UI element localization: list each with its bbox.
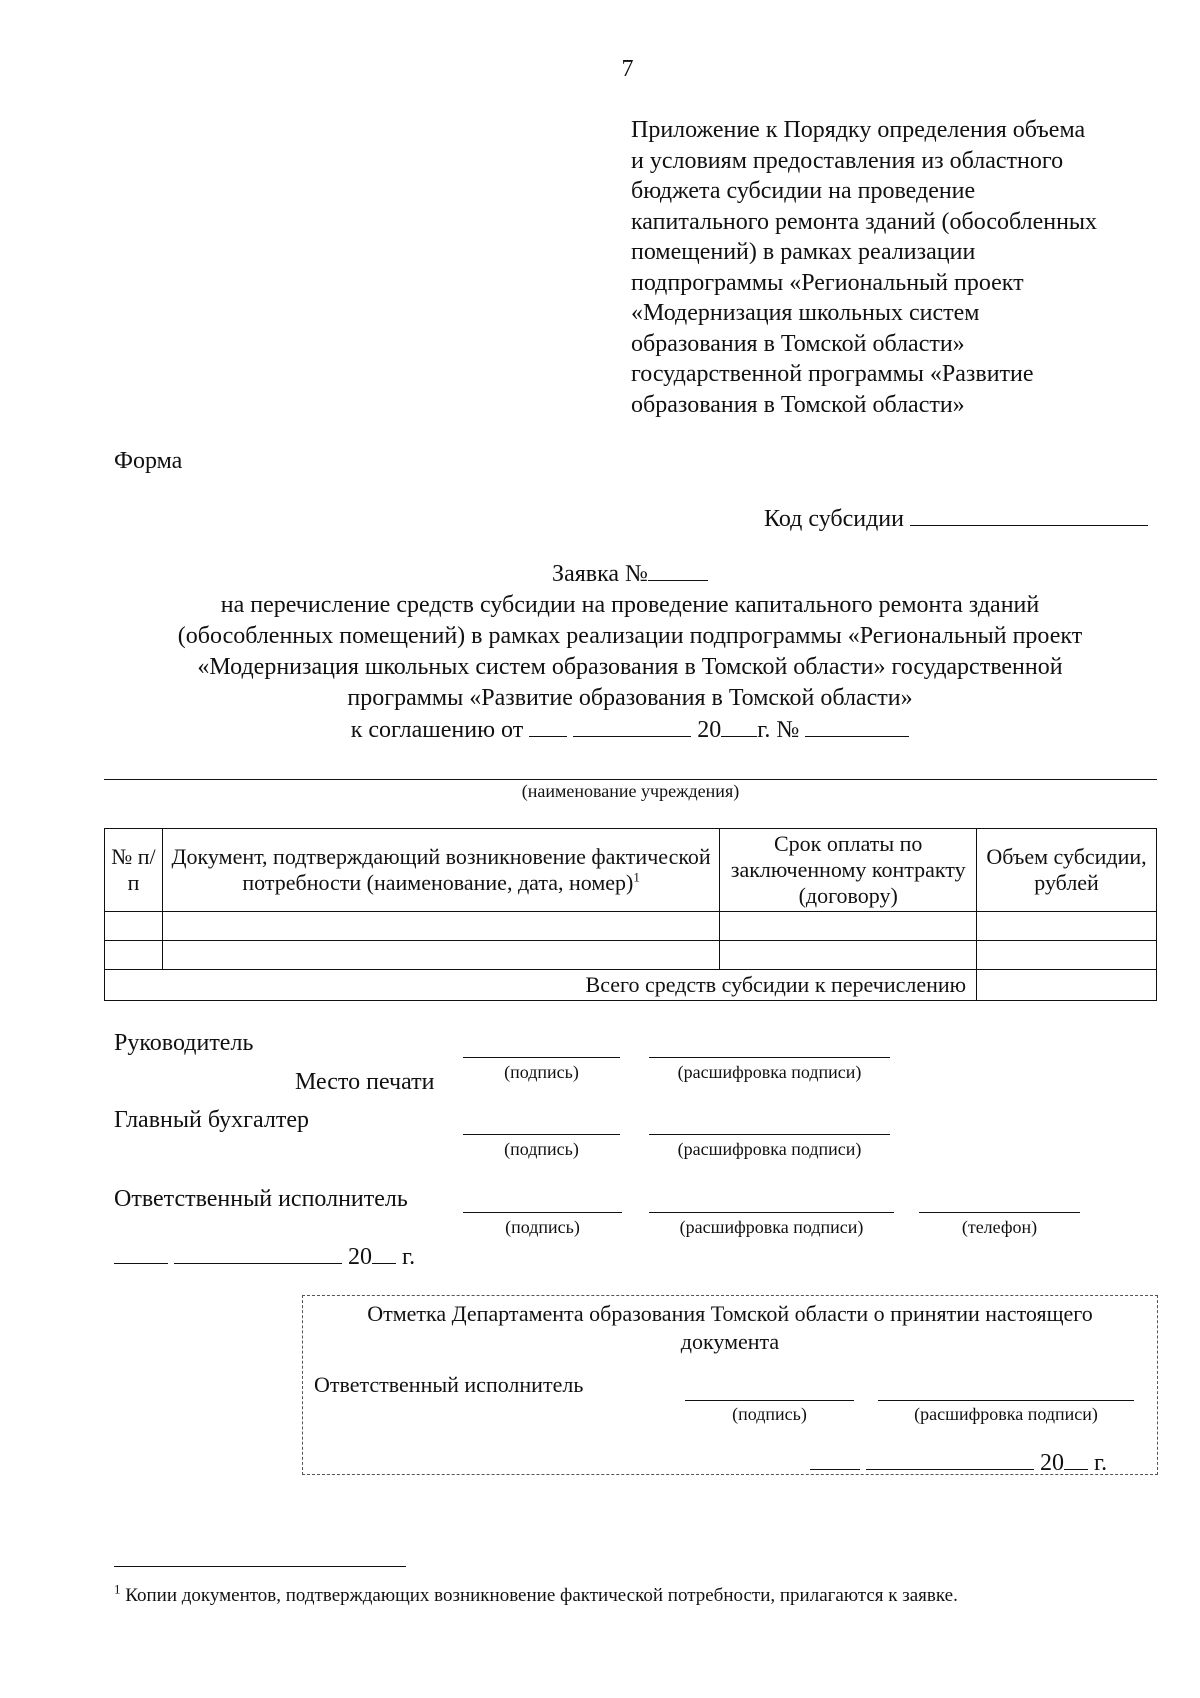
request-line: (обособленных помещений) в рамках реализации подпрограммы «Региональный проект [177, 623, 1083, 649]
head-decoding-caption: (расшифровка подписи) [677, 1062, 862, 1082]
accountant-decoding-caption: (расшифровка подписи) [677, 1139, 862, 1159]
institution-caption: (наименование учреждения) [521, 781, 740, 801]
footnote-text: Копии документов, подтверждающих возникновение фактической потребности, прилагаются к заявке. [125, 1585, 958, 1606]
head-label: Руководитель [114, 1030, 254, 1056]
appendix-header [631, 115, 1148, 420]
request-number-field[interactable] [648, 558, 708, 581]
accountant-signature-caption: (подпись) [504, 1139, 579, 1159]
seal-place-label: Место печати [295, 1069, 435, 1095]
department-executor-label: Ответственный исполнитель [314, 1372, 584, 1397]
form-label: Форма [114, 448, 183, 474]
appendix-line: государственной программы «Развитие [631, 361, 1034, 387]
department-signature-caption: (подпись) [732, 1404, 807, 1424]
department-year-field[interactable] [1064, 1447, 1088, 1470]
subsidy-code-field[interactable] [910, 503, 1148, 526]
header-payment-term: Срок оплаты по заключенному контракту (договору) [720, 829, 977, 912]
agreement-day-field[interactable] [529, 714, 567, 737]
department-year-prefix: 20 [1040, 1450, 1064, 1476]
appendix-line: капитального ремонта зданий (обособленных [631, 208, 1098, 235]
date-year-field[interactable] [372, 1241, 396, 1264]
appendix-line: и условиям предоставления из областного [631, 147, 1064, 174]
head-decoding-line[interactable] [649, 1057, 890, 1058]
executor-phone-line[interactable] [919, 1212, 1080, 1213]
agreement-number-field[interactable] [805, 714, 909, 737]
institution-name-line[interactable] [104, 779, 1157, 780]
agreement-year-prefix: 20 [697, 717, 722, 743]
table-header-row [105, 829, 1157, 912]
department-decoding-caption: (расшифровка подписи) [914, 1404, 1098, 1424]
executor-label: Ответственный исполнитель [114, 1186, 408, 1212]
department-date-day-field[interactable] [810, 1447, 860, 1470]
request-line: программы «Развитие образования в Томской области» [347, 685, 913, 711]
department-mark-line: Отметка Департамента образования Томской области о принятии настоящего [367, 1301, 1093, 1326]
table-cell[interactable] [720, 912, 977, 941]
chief-accountant-label: Главный бухгалтер [114, 1107, 309, 1133]
request-line: «Модернизация школьных систем образования в Томской области» государственной [197, 654, 1063, 680]
table-row [105, 912, 1157, 941]
subsidy-table [104, 828, 1157, 1001]
appendix-line: образования в Томской области» [631, 391, 965, 418]
appendix-line: «Модернизация школьных систем [631, 300, 980, 326]
footnote [114, 1581, 958, 1607]
table-cell[interactable] [977, 912, 1157, 941]
appendix-line: Приложение к Порядку определения объема [631, 117, 1086, 143]
total-label: Всего средств субсидии к перечислению [105, 970, 977, 1001]
date-year-prefix: 20 [348, 1244, 372, 1270]
table-cell[interactable] [105, 912, 163, 941]
accountant-signature-line[interactable] [463, 1134, 620, 1135]
header-num: № п/п [105, 829, 163, 912]
agreement-month-field[interactable] [573, 714, 691, 737]
executor-signature-caption: (подпись) [505, 1217, 580, 1237]
date-year-suffix: г. [402, 1244, 416, 1270]
request-title: Заявка № [552, 561, 648, 587]
executor-signature-line[interactable] [463, 1212, 622, 1213]
footnote-mark: 1 [633, 869, 640, 885]
appendix-line: помещений) в рамках реализации [631, 239, 976, 265]
request-line: на перечисление средств субсидии на проведение капитального ремонта зданий [220, 592, 1040, 618]
department-date-line [810, 1447, 1107, 1477]
request-title-block [104, 558, 1156, 746]
table-cell[interactable] [720, 941, 977, 970]
agreement-prefix: к соглашению от [350, 717, 524, 743]
executor-decoding-line[interactable] [649, 1212, 894, 1213]
department-mark-line: документа [680, 1329, 780, 1354]
date-month-field[interactable] [174, 1241, 342, 1264]
appendix-line: бюджета субсидии на проведение [631, 178, 976, 204]
executor-decoding-caption: (расшифровка подписи) [679, 1217, 864, 1237]
table-row [105, 941, 1157, 970]
appendix-line: образования в Томской области» [631, 330, 965, 357]
agreement-year-suffix: г. № [757, 717, 800, 743]
subsidy-code [764, 503, 1148, 533]
page-number: 7 [621, 56, 634, 82]
department-year-suffix: г. [1094, 1450, 1108, 1476]
department-date-month-field[interactable] [866, 1447, 1034, 1470]
header-document: Документ, подтверждающий возникновение фактической потребности (наименование, дата, номер)$^1$ [162, 829, 719, 912]
table-cell[interactable] [105, 941, 163, 970]
footnote-rule [114, 1566, 406, 1567]
subsidy-code-label: Код субсидии [764, 506, 904, 532]
agreement-year-field[interactable] [721, 714, 757, 737]
agreement-line [104, 714, 1156, 746]
header-amount: Объем субсидии, рублей [977, 829, 1157, 912]
date-line [114, 1241, 415, 1271]
head-signature-caption: (подпись) [504, 1062, 579, 1082]
department-decoding-line[interactable] [878, 1400, 1134, 1401]
department-mark-title [302, 1300, 1158, 1356]
table-cell[interactable] [162, 912, 719, 941]
department-signature-line[interactable] [685, 1400, 854, 1401]
accountant-decoding-line[interactable] [649, 1134, 890, 1135]
head-signature-line[interactable] [463, 1057, 620, 1058]
executor-phone-caption: (телефон) [961, 1217, 1038, 1237]
date-day-field[interactable] [114, 1241, 168, 1264]
appendix-line: подпрограммы «Региональный проект [631, 269, 1024, 296]
table-cell[interactable] [977, 941, 1157, 970]
table-cell[interactable] [162, 941, 719, 970]
table-total-row [105, 970, 1157, 1001]
total-amount-cell[interactable] [977, 970, 1157, 1001]
footnote-number: 1 [114, 1581, 121, 1597]
